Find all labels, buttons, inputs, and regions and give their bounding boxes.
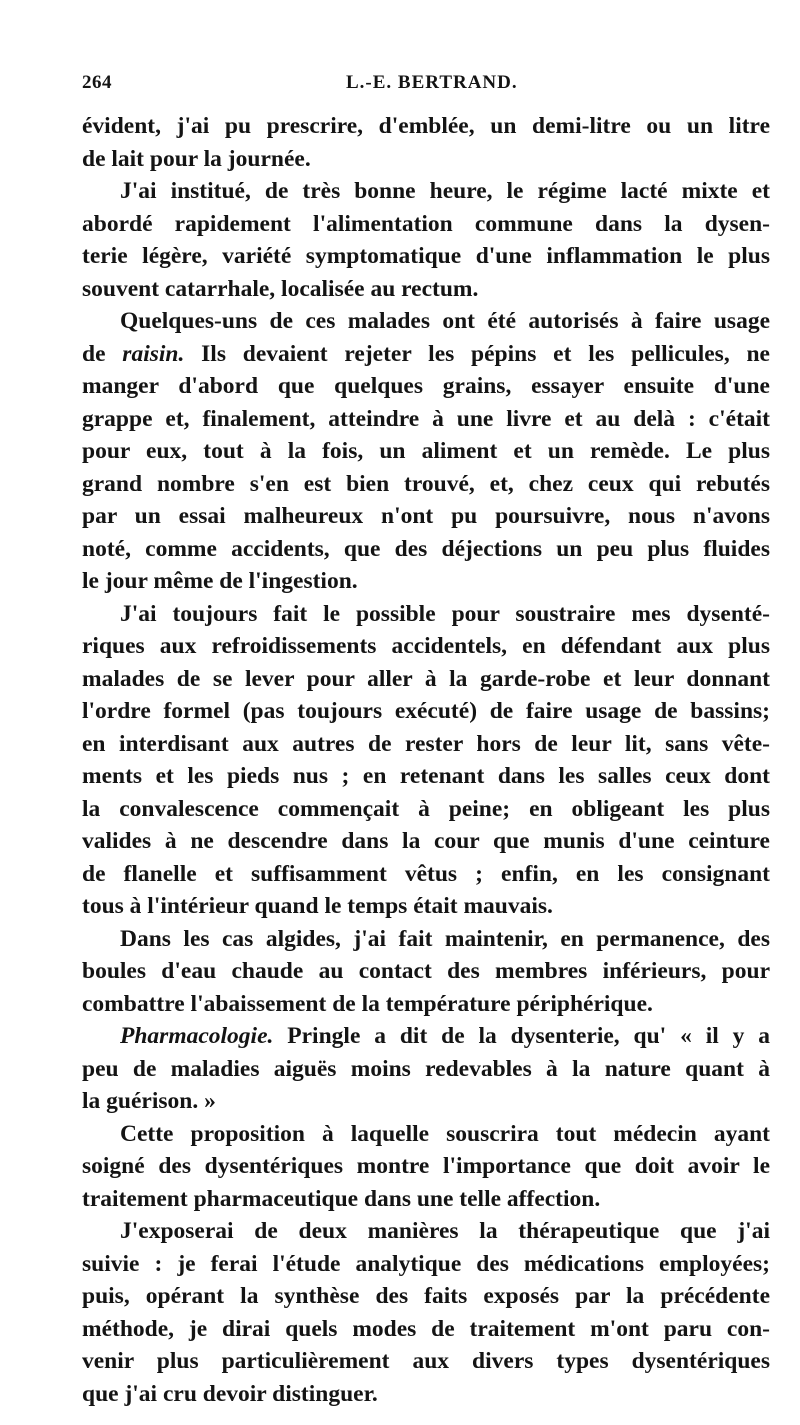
text-line (82, 338, 770, 371)
italic-text: raisin. (122, 340, 185, 367)
text-line: tous à l'intérieur quand le temps était mauvais. (82, 893, 553, 919)
text-segment: Pringle a dit de la dysenterie, qu' « il y a (273, 1023, 770, 1049)
text-line: manger d'abord que quelques grains, essayer ensuite d'une (82, 373, 770, 399)
text-line: valides à ne descendre dans la cour que munis d'une ceinture (82, 828, 770, 854)
text-line: évident, j'ai pu prescrire, d'emblée, un demi-litre ou un litre (82, 113, 770, 139)
text-line: grappe et, finalement, atteindre à une livre et au delà : c'était (82, 405, 770, 432)
text-line: venir plus particulièrement aux divers types dysentériques (82, 1348, 770, 1374)
text-line: riques aux refroidissements accidentels, en défendant aux plus (82, 633, 770, 659)
text-line: souvent catarrhale, localisée au rectum. (82, 275, 479, 302)
text-line: combattre l'abaissement de la température périphérique. (82, 990, 653, 1017)
text-line: terie légère, variété symptomatique d'une inflammation le plus (82, 243, 770, 269)
text-line: malades de se lever pour aller à la garde-robe et leur donnant (82, 665, 770, 692)
text-line: la guérison. » (82, 1088, 216, 1114)
text-line: que j'ai cru devoir distinguer. (82, 1380, 378, 1407)
text-segment: de (82, 340, 123, 367)
text-line: Cette proposition à laquelle souscrira tout médecin ayant (120, 1120, 770, 1147)
text-line: suivie : je ferai l'étude analytique des médications employées; (82, 1250, 770, 1277)
text-line: J'ai institué, de très bonne heure, le régime lacté mixte et (120, 178, 770, 204)
text-line: pour eux, tout à la fois, un aliment et un remède. Le plus (82, 438, 770, 464)
text-line: Quelques-uns de ces malades ont été autorisés à faire usage (120, 308, 770, 334)
text-line: en interdisant aux autres de rester hors de leur lit, sans vête- (82, 730, 770, 757)
text-line: noté, comme accidents, que des déjections un peu plus fluides (82, 535, 770, 562)
page-header (82, 72, 770, 102)
body-text (82, 110, 770, 1410)
text-line: traitement pharmaceutique dans une telle affection. (82, 1185, 601, 1212)
text-segment: Ils devaient rejeter les pépins et les pellicules, ne (184, 340, 770, 367)
text-line: l'ordre formel (pas toujours exécuté) de faire usage de bassins; (82, 698, 770, 724)
text-line: grand nombre s'en est bien trouvé, et, chez ceux qui rebutés (82, 470, 770, 497)
text-line: soigné des dysentériques montre l'importance que doit avoir le (82, 1153, 770, 1179)
text-line: le jour même de l'ingestion. (82, 568, 358, 594)
text-line: de flanelle et suffisamment vêtus ; enfin, en les consignant (82, 860, 770, 887)
text-line: par un essai malheureux n'ont pu poursuivre, nous n'avons (82, 503, 770, 529)
text-line: abordé rapidement l'alimentation commune dans la dysen- (82, 210, 770, 237)
text-line: J'exposerai de deux manières la thérapeutique que j'ai (120, 1218, 770, 1244)
running-title: L.-E. BERTRAND. (346, 72, 518, 93)
text-line: ments et les pieds nus ; en retenant dans les salles ceux dont (82, 763, 770, 789)
text-line: puis, opérant la synthèse des faits exposés par la précédente (82, 1283, 770, 1309)
text-line (82, 1020, 770, 1053)
italic-text: Pharmacologie. (120, 1023, 274, 1049)
text-line: J'ai toujours fait le possible pour soustraire mes dysenté- (120, 600, 770, 627)
text-line: boules d'eau chaude au contact des membres inférieurs, pour (82, 958, 770, 984)
text-line: Dans les cas algides, j'ai fait maintenir, en permanence, des (120, 925, 770, 952)
text-line: méthode, je dirai quels modes de traitement m'ont paru con- (82, 1315, 770, 1342)
text-line: de lait pour la journée. (82, 145, 311, 172)
text-line: peu de maladies aiguës moins redevables à la nature quant à (82, 1055, 770, 1082)
page-number: 264 (82, 72, 112, 93)
text-line: la convalescence commençait à peine; en obligeant les plus (82, 795, 770, 822)
